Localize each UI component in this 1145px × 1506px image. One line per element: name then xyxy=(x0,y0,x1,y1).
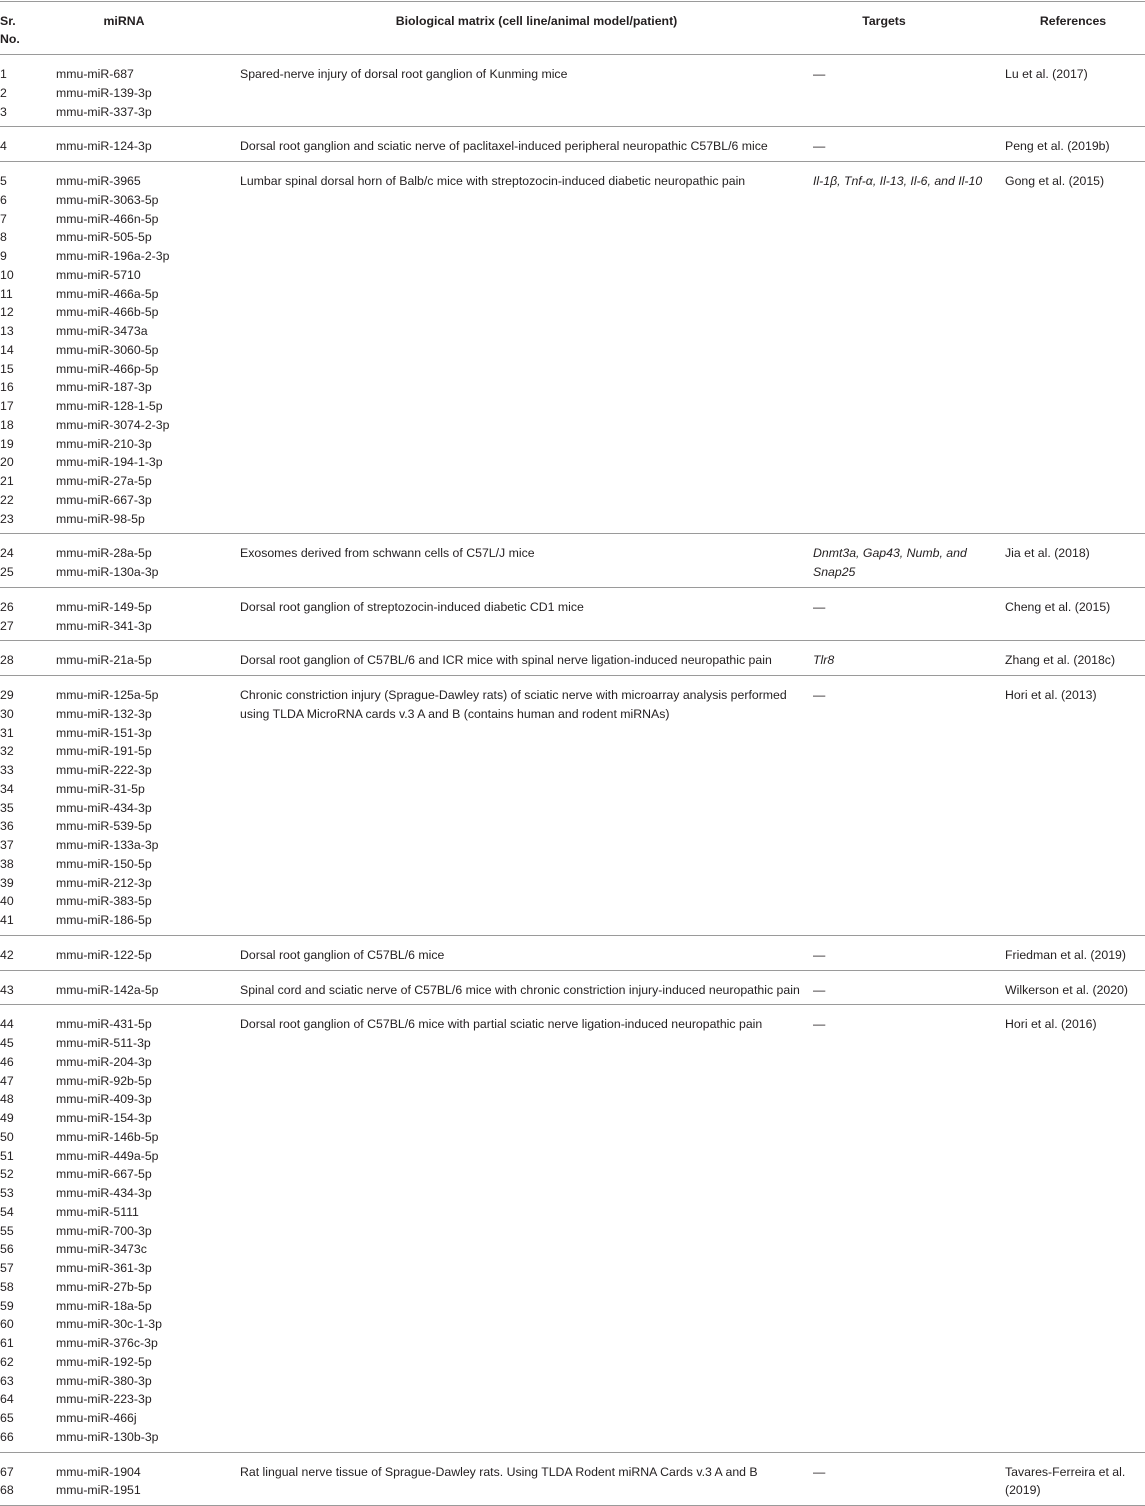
mirna-name: mmu-miR-139-3p xyxy=(56,85,152,100)
sr-no: 34 xyxy=(0,781,14,796)
mirna-name: mmu-miR-222-3p xyxy=(56,763,152,777)
mirna-name: mmu-miR-3074-2-3p xyxy=(56,417,170,432)
mirna-name: mmu-miR-361-3p xyxy=(56,1261,152,1275)
header-sr-no: Sr. No. xyxy=(0,14,20,46)
mirna-name: mmu-miR-449a-5p xyxy=(56,1148,159,1163)
mirna-name: mmu-miR-191-5p xyxy=(56,744,152,759)
matrix-cell: Dorsal root ganglion of C57BL/6 and ICR mice with spinal nerve ligation-induced neuropathic pain xyxy=(240,653,772,668)
sr-no: 17 xyxy=(0,399,14,413)
mirna-table xyxy=(0,1,1145,1506)
mirna-name: mmu-miR-434-3p xyxy=(56,1186,152,1200)
targets-cell: Il-1β, Tnf-α, Il-13, Il-6, and Il-10 xyxy=(813,174,983,188)
mirna-name: mmu-miR-27a-5p xyxy=(56,474,152,488)
sr-no: 66 xyxy=(0,1429,14,1444)
matrix-cell: Rat lingual nerve tissue of Sprague-Dawley rats. Using TLDA Rodent miRNA Cards v.3 A and B xyxy=(240,1464,758,1479)
table-row xyxy=(0,676,1145,936)
sr-no-cell xyxy=(0,935,56,970)
table-header xyxy=(0,2,1145,55)
sr-no-cell xyxy=(0,676,56,936)
sr-no: 43 xyxy=(0,982,14,997)
mirna-name: mmu-miR-92b-5p xyxy=(56,1073,152,1088)
mirna-name: mmu-miR-1904 xyxy=(56,1464,141,1479)
mirna-name: mmu-miR-21a-5p xyxy=(56,653,152,668)
sr-no: 32 xyxy=(0,744,14,759)
mirna-name: mmu-miR-212-3p xyxy=(56,875,152,890)
table-row xyxy=(0,534,1145,588)
sr-no: 63 xyxy=(0,1373,14,1388)
mirna-name: mmu-miR-128-1-5p xyxy=(56,399,163,413)
mirna-name: mmu-miR-98-5p xyxy=(56,511,145,526)
matrix-cell: Dorsal root ganglion of streptozocin-induced diabetic CD1 mice xyxy=(240,599,584,614)
sr-no-cell xyxy=(0,162,56,534)
sr-no: 8 xyxy=(0,230,7,245)
sr-no: 41 xyxy=(0,913,14,927)
mirna-name: mmu-miR-511-3p xyxy=(56,1036,151,1050)
mirna-name: mmu-miR-3063-5p xyxy=(56,192,159,207)
mirna-name: mmu-miR-125a-5p xyxy=(56,688,159,702)
targets-cell: — xyxy=(813,67,826,81)
table-row xyxy=(0,127,1145,162)
sr-no: 48 xyxy=(0,1092,14,1107)
sr-no: 6 xyxy=(0,192,7,207)
mirna-cell xyxy=(56,127,240,162)
sr-no: 56 xyxy=(0,1242,14,1257)
targets-cell: — xyxy=(813,139,826,154)
mirna-name: mmu-miR-466p-5p xyxy=(56,361,159,376)
sr-no: 58 xyxy=(0,1279,14,1294)
reference-cell: Zhang et al. (2018c) xyxy=(1005,653,1116,668)
sr-no: 42 xyxy=(0,947,14,962)
mirna-name: mmu-miR-132-3p xyxy=(56,706,152,721)
targets-cell: — xyxy=(813,599,826,614)
mirna-name: mmu-miR-130b-3p xyxy=(56,1429,159,1444)
table-row xyxy=(0,970,1145,1005)
mirna-name: mmu-miR-186-5p xyxy=(56,913,152,927)
mirna-cell xyxy=(56,162,240,534)
mirna-cell xyxy=(56,1005,240,1452)
sr-no: 22 xyxy=(0,492,14,507)
sr-no: 29 xyxy=(0,688,14,702)
mirna-name: mmu-miR-194-1-3p xyxy=(56,455,163,470)
reference-cell: Cheng et al. (2015) xyxy=(1005,599,1111,614)
header-targets: Targets xyxy=(862,14,906,28)
table-row xyxy=(0,162,1145,534)
mirna-name: mmu-miR-3473c xyxy=(56,1242,147,1257)
table-body xyxy=(0,55,1145,1506)
sr-no: 30 xyxy=(0,706,14,721)
reference-cell: Friedman et al. (2019) xyxy=(1005,947,1126,962)
mirna-name: mmu-miR-3060-5p xyxy=(56,342,159,357)
targets-cell: — xyxy=(813,688,826,702)
reference-cell: Lu et al. (2017) xyxy=(1005,67,1088,81)
sr-no-cell xyxy=(0,587,56,641)
mirna-name: mmu-miR-149-5p xyxy=(56,599,152,614)
sr-no: 46 xyxy=(0,1054,14,1069)
sr-no: 15 xyxy=(0,361,14,376)
sr-no: 9 xyxy=(0,249,7,263)
reference-cell: Jia et al. (2018) xyxy=(1005,546,1090,561)
sr-no-cell xyxy=(0,1452,56,1506)
sr-no: 18 xyxy=(0,417,14,432)
mirna-name: mmu-miR-434-3p xyxy=(56,800,152,815)
table-row xyxy=(0,935,1145,970)
mirna-name: mmu-miR-31-5p xyxy=(56,781,145,796)
sr-no: 11 xyxy=(0,286,13,301)
sr-no: 21 xyxy=(0,474,14,488)
mirna-cell xyxy=(56,587,240,641)
mirna-name: mmu-miR-341-3p xyxy=(56,618,152,633)
mirna-cell xyxy=(56,534,240,588)
sr-no: 62 xyxy=(0,1354,14,1369)
sr-no: 54 xyxy=(0,1204,14,1219)
mirna-name: mmu-miR-187-3p xyxy=(56,380,152,395)
targets-cell: Tlr8 xyxy=(813,653,835,668)
mirna-name: mmu-miR-380-3p xyxy=(56,1373,152,1388)
mirna-name: mmu-miR-30c-1-3p xyxy=(56,1317,162,1332)
matrix-cell: Chronic constriction injury (Sprague-Dawley rats) of sciatic nerve with microarray analysis performed using TLDA MicroRNA cards v.3 A and B (contains human and rodent miRNAs) xyxy=(240,688,787,721)
targets-cell: — xyxy=(813,982,826,997)
mirna-name: mmu-miR-28a-5p xyxy=(56,546,152,561)
sr-no-cell xyxy=(0,970,56,1005)
mirna-cell xyxy=(56,970,240,1005)
sr-no: 52 xyxy=(0,1167,14,1182)
sr-no: 61 xyxy=(0,1336,14,1350)
sr-no: 12 xyxy=(0,305,14,320)
mirna-name: mmu-miR-337-3p xyxy=(56,104,152,119)
mirna-name: mmu-miR-150-5p xyxy=(56,856,152,871)
mirna-cell xyxy=(56,641,240,676)
mirna-name: mmu-miR-133a-3p xyxy=(56,838,159,852)
matrix-cell: Lumbar spinal dorsal horn of Balb/c mice with streptozocin-induced diabetic neuropathic pain xyxy=(240,174,746,188)
mirna-cell xyxy=(56,676,240,936)
sr-no: 59 xyxy=(0,1298,14,1313)
mirna-name: mmu-miR-466a-5p xyxy=(56,286,159,301)
mirna-name: mmu-miR-142a-5p xyxy=(56,982,159,997)
sr-no: 28 xyxy=(0,653,14,668)
table-row xyxy=(0,587,1145,641)
mirna-name: mmu-miR-210-3p xyxy=(56,436,152,451)
sr-no: 51 xyxy=(0,1148,14,1163)
sr-no: 2 xyxy=(0,85,7,100)
mirna-name: mmu-miR-466b-5p xyxy=(56,305,159,320)
mirna-name: mmu-miR-3473a xyxy=(56,324,148,338)
sr-no: 47 xyxy=(0,1073,14,1088)
sr-no: 7 xyxy=(0,211,7,226)
targets-cell: Dnmt3a, Gap43, Numb, and Snap25 xyxy=(813,546,967,579)
mirna-name: mmu-miR-5111 xyxy=(56,1204,139,1219)
table-row xyxy=(0,55,1145,127)
mirna-name: mmu-miR-376c-3p xyxy=(56,1336,158,1350)
mirna-name: mmu-miR-5710 xyxy=(56,267,141,282)
sr-no: 35 xyxy=(0,800,14,815)
targets-cell: — xyxy=(813,947,826,962)
sr-no-cell xyxy=(0,641,56,676)
mirna-name: mmu-miR-146b-5p xyxy=(56,1129,159,1144)
matrix-cell: Dorsal root ganglion of C57BL/6 mice with partial sciatic nerve ligation-induced neuropathic pain xyxy=(240,1017,763,1032)
sr-no: 1 xyxy=(0,67,7,81)
mirna-cell xyxy=(56,935,240,970)
sr-no: 24 xyxy=(0,546,14,561)
sr-no: 49 xyxy=(0,1111,14,1125)
mirna-name: mmu-miR-223-3p xyxy=(56,1392,152,1407)
targets-cell: — xyxy=(813,1017,826,1032)
mirna-name: mmu-miR-466n-5p xyxy=(56,211,159,226)
reference-cell: Hori et al. (2013) xyxy=(1005,688,1097,702)
mirna-name: mmu-miR-539-5p xyxy=(56,819,152,834)
mirna-name: mmu-miR-196a-2-3p xyxy=(56,249,170,263)
sr-no-cell xyxy=(0,534,56,588)
sr-no: 36 xyxy=(0,819,14,834)
sr-no: 19 xyxy=(0,436,14,451)
sr-no: 38 xyxy=(0,856,14,871)
sr-no: 25 xyxy=(0,565,14,579)
mirna-name: mmu-miR-124-3p xyxy=(56,139,152,154)
sr-no: 64 xyxy=(0,1392,14,1407)
sr-no-cell xyxy=(0,127,56,162)
sr-no: 4 xyxy=(0,139,7,154)
mirna-name: mmu-miR-667-5p xyxy=(56,1167,152,1182)
mirna-name: mmu-miR-383-5p xyxy=(56,894,152,909)
mirna-name: mmu-miR-667-3p xyxy=(56,492,152,507)
sr-no: 68 xyxy=(0,1483,14,1498)
sr-no: 65 xyxy=(0,1411,14,1425)
mirna-name: mmu-miR-409-3p xyxy=(56,1092,152,1107)
sr-no: 20 xyxy=(0,455,14,470)
sr-no: 33 xyxy=(0,763,14,777)
sr-no: 39 xyxy=(0,875,14,890)
reference-cell: Tavares-Ferreira et al. (2019) xyxy=(1005,1464,1126,1498)
table-row xyxy=(0,1452,1145,1506)
matrix-cell: Dorsal root ganglion and sciatic nerve of paclitaxel-induced peripheral neuropathic C57BL/6 mice xyxy=(240,139,768,154)
mirna-name: mmu-miR-154-3p xyxy=(56,1111,152,1125)
sr-no: 10 xyxy=(0,267,14,282)
matrix-cell: Spinal cord and sciatic nerve of C57BL/6 mice with chronic constriction injury-induced neuropathic pain xyxy=(240,982,800,997)
mirna-name: mmu-miR-151-3p xyxy=(56,725,152,740)
sr-no: 37 xyxy=(0,838,14,852)
sr-no: 60 xyxy=(0,1317,14,1332)
reference-cell: Peng et al. (2019b) xyxy=(1005,139,1110,154)
mirna-name: mmu-miR-192-5p xyxy=(56,1354,152,1369)
mirna-name: mmu-miR-122-5p xyxy=(56,947,152,962)
matrix-cell: Spared-nerve injury of dorsal root ganglion of Kunming mice xyxy=(240,67,568,81)
sr-no: 55 xyxy=(0,1223,14,1238)
reference-cell: Gong et al. (2015) xyxy=(1005,174,1105,188)
mirna-name: mmu-miR-466j xyxy=(56,1411,137,1425)
sr-no: 13 xyxy=(0,324,14,338)
targets-cell: — xyxy=(813,1464,826,1479)
sr-no: 57 xyxy=(0,1261,14,1275)
sr-no: 50 xyxy=(0,1129,14,1144)
mirna-name: mmu-miR-3965 xyxy=(56,174,141,188)
mirna-name: mmu-miR-505-5p xyxy=(56,230,152,245)
mirna-name: mmu-miR-130a-3p xyxy=(56,565,159,579)
mirna-name: mmu-miR-431-5p xyxy=(56,1017,152,1032)
header-references: References xyxy=(1039,14,1107,28)
mirna-name: mmu-miR-18a-5p xyxy=(56,1298,152,1313)
sr-no: 45 xyxy=(0,1036,14,1050)
sr-no: 53 xyxy=(0,1186,14,1200)
table-row xyxy=(0,1005,1145,1452)
sr-no: 23 xyxy=(0,511,14,526)
sr-no: 14 xyxy=(0,342,14,357)
reference-cell: Hori et al. (2016) xyxy=(1005,1017,1097,1032)
mirna-name: mmu-miR-700-3p xyxy=(56,1223,152,1238)
reference-cell: Wilkerson et al. (2020) xyxy=(1005,982,1129,997)
sr-no: 67 xyxy=(0,1464,14,1479)
sr-no-cell xyxy=(0,55,56,127)
sr-no: 26 xyxy=(0,599,14,614)
sr-no: 16 xyxy=(0,380,14,395)
mirna-name: mmu-miR-687 xyxy=(56,67,134,81)
matrix-cell: Exosomes derived from schwann cells of C57L/J mice xyxy=(240,546,535,561)
table-row xyxy=(0,641,1145,676)
sr-no: 3 xyxy=(0,104,7,119)
sr-no: 27 xyxy=(0,618,14,633)
sr-no: 40 xyxy=(0,894,14,909)
header-matrix: Biological matrix (cell line/animal model/patient) xyxy=(395,14,678,28)
sr-no: 31 xyxy=(0,725,14,740)
sr-no: 5 xyxy=(0,174,7,188)
mirna-name: mmu-miR-204-3p xyxy=(56,1054,152,1069)
sr-no-cell xyxy=(0,1005,56,1452)
mirna-name: mmu-miR-1951 xyxy=(56,1483,141,1498)
header-mirna: miRNA xyxy=(103,14,145,28)
mirna-cell xyxy=(56,55,240,127)
mirna-cell xyxy=(56,1452,240,1506)
sr-no: 44 xyxy=(0,1017,14,1032)
matrix-cell: Dorsal root ganglion of C57BL/6 mice xyxy=(240,947,445,962)
mirna-name: mmu-miR-27b-5p xyxy=(56,1279,152,1294)
